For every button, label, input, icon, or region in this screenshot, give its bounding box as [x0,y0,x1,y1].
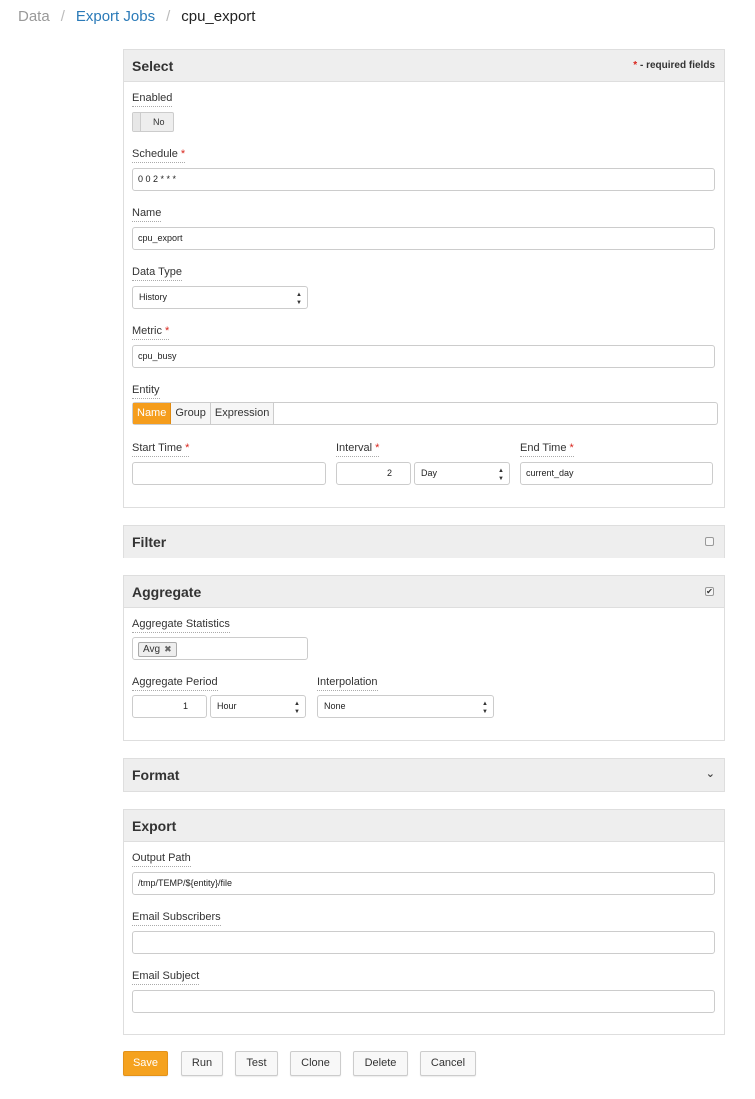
breadcrumb [18,8,255,26]
statistic-tag: Avg ✖ [138,642,177,657]
remove-tag-icon[interactable]: ✖ [164,644,172,654]
aggregate-checkbox[interactable]: ✔ [706,587,713,596]
interval-label: Interval * [336,442,379,457]
breadcrumb-separator: / [166,8,171,25]
email-subject-label: Email Subject [132,970,199,985]
entity-label: Entity [132,384,160,399]
aggregate-period-count-input[interactable]: 1 [132,695,207,718]
output-path-input[interactable]: /tmp/TEMP/${entity}/file [132,872,715,895]
interpolation-label: Interpolation [317,676,378,691]
panel-title: Format [132,767,180,783]
aggregate-period-unit-select[interactable] [210,695,306,718]
updown-arrow-icon: ▲ ▼ [294,701,300,715]
filter-panel-header[interactable] [124,526,724,558]
schedule-input[interactable]: 0 0 2 * * * [132,168,715,191]
export-panel [123,809,725,1035]
save-button[interactable]: Save [123,1051,168,1076]
updown-arrow-icon: ▲ ▼ [296,292,302,306]
select-value: None [324,701,346,711]
clone-button[interactable]: Clone [290,1051,341,1076]
breadcrumb-separator: / [60,8,65,25]
select-panel-header [124,50,724,82]
delete-button[interactable]: Delete [353,1051,408,1076]
metric-label: Metric * [132,325,169,340]
required-fields-note: * - required fields [633,60,715,71]
select-value: Hour [217,701,237,711]
interpolation-select[interactable] [317,695,494,718]
aggregate-statistics-input[interactable] [132,637,308,660]
select-value: Day [421,468,438,478]
start-time-input[interactable] [132,462,326,485]
select-panel [123,49,725,508]
run-button[interactable]: Run [181,1051,223,1076]
email-subject-input[interactable] [132,990,715,1013]
breadcrumb-data[interactable]: Data [18,8,50,25]
schedule-label: Schedule * [132,148,185,163]
format-panel-header[interactable] [124,759,724,791]
start-time-label: Start Time * [132,442,189,457]
panel-title: Select [132,58,174,74]
email-subscribers-input[interactable] [132,931,715,954]
name-input[interactable]: cpu_export [132,227,715,250]
updown-arrow-icon: ▲ ▼ [498,468,504,482]
name-label: Name [132,207,161,222]
email-subscribers-label: Email Subscribers [132,911,221,926]
aggregate-statistics-label: Aggregate Statistics [132,618,230,633]
export-panel-header [124,810,724,842]
toggle-knob [133,113,141,131]
interval-unit-select[interactable] [414,462,510,485]
output-path-label: Output Path [132,852,191,867]
filter-checkbox[interactable] [705,537,714,546]
filter-panel[interactable] [123,525,725,558]
metric-input[interactable]: cpu_busy [132,345,715,368]
format-panel[interactable] [123,758,725,792]
aggregate-panel-header [124,576,724,608]
panel-title: Aggregate [132,584,202,600]
entity-input[interactable] [274,403,717,424]
aggregate-period-label: Aggregate Period [132,676,218,691]
entity-tab-expression[interactable]: Expression [211,403,274,424]
end-time-input[interactable]: current_day [520,462,713,485]
panel-title: Filter [132,534,167,550]
breadcrumb-current: cpu_export [181,8,256,25]
enabled-toggle[interactable] [132,112,174,132]
panel-title: Export [132,818,177,834]
cancel-button[interactable]: Cancel [420,1051,476,1076]
entity-tab-group[interactable]: Group [171,403,211,424]
chevron-down-icon[interactable]: ⌄ [705,768,715,780]
enabled-label: Enabled [132,92,172,107]
select-value: History [139,292,168,302]
updown-arrow-icon: ▲ ▼ [482,701,488,715]
aggregate-panel [123,575,725,741]
breadcrumb-export-jobs[interactable]: Export Jobs [75,8,156,25]
data-type-label: Data Type [132,266,182,281]
entity-tab-name[interactable]: Name [133,403,171,424]
entity-selector [132,402,718,425]
interval-count-input[interactable]: 2 [336,462,411,485]
toggle-text: No [153,117,165,127]
test-button[interactable]: Test [235,1051,278,1076]
end-time-label: End Time * [520,442,574,457]
data-type-select[interactable] [132,286,308,309]
